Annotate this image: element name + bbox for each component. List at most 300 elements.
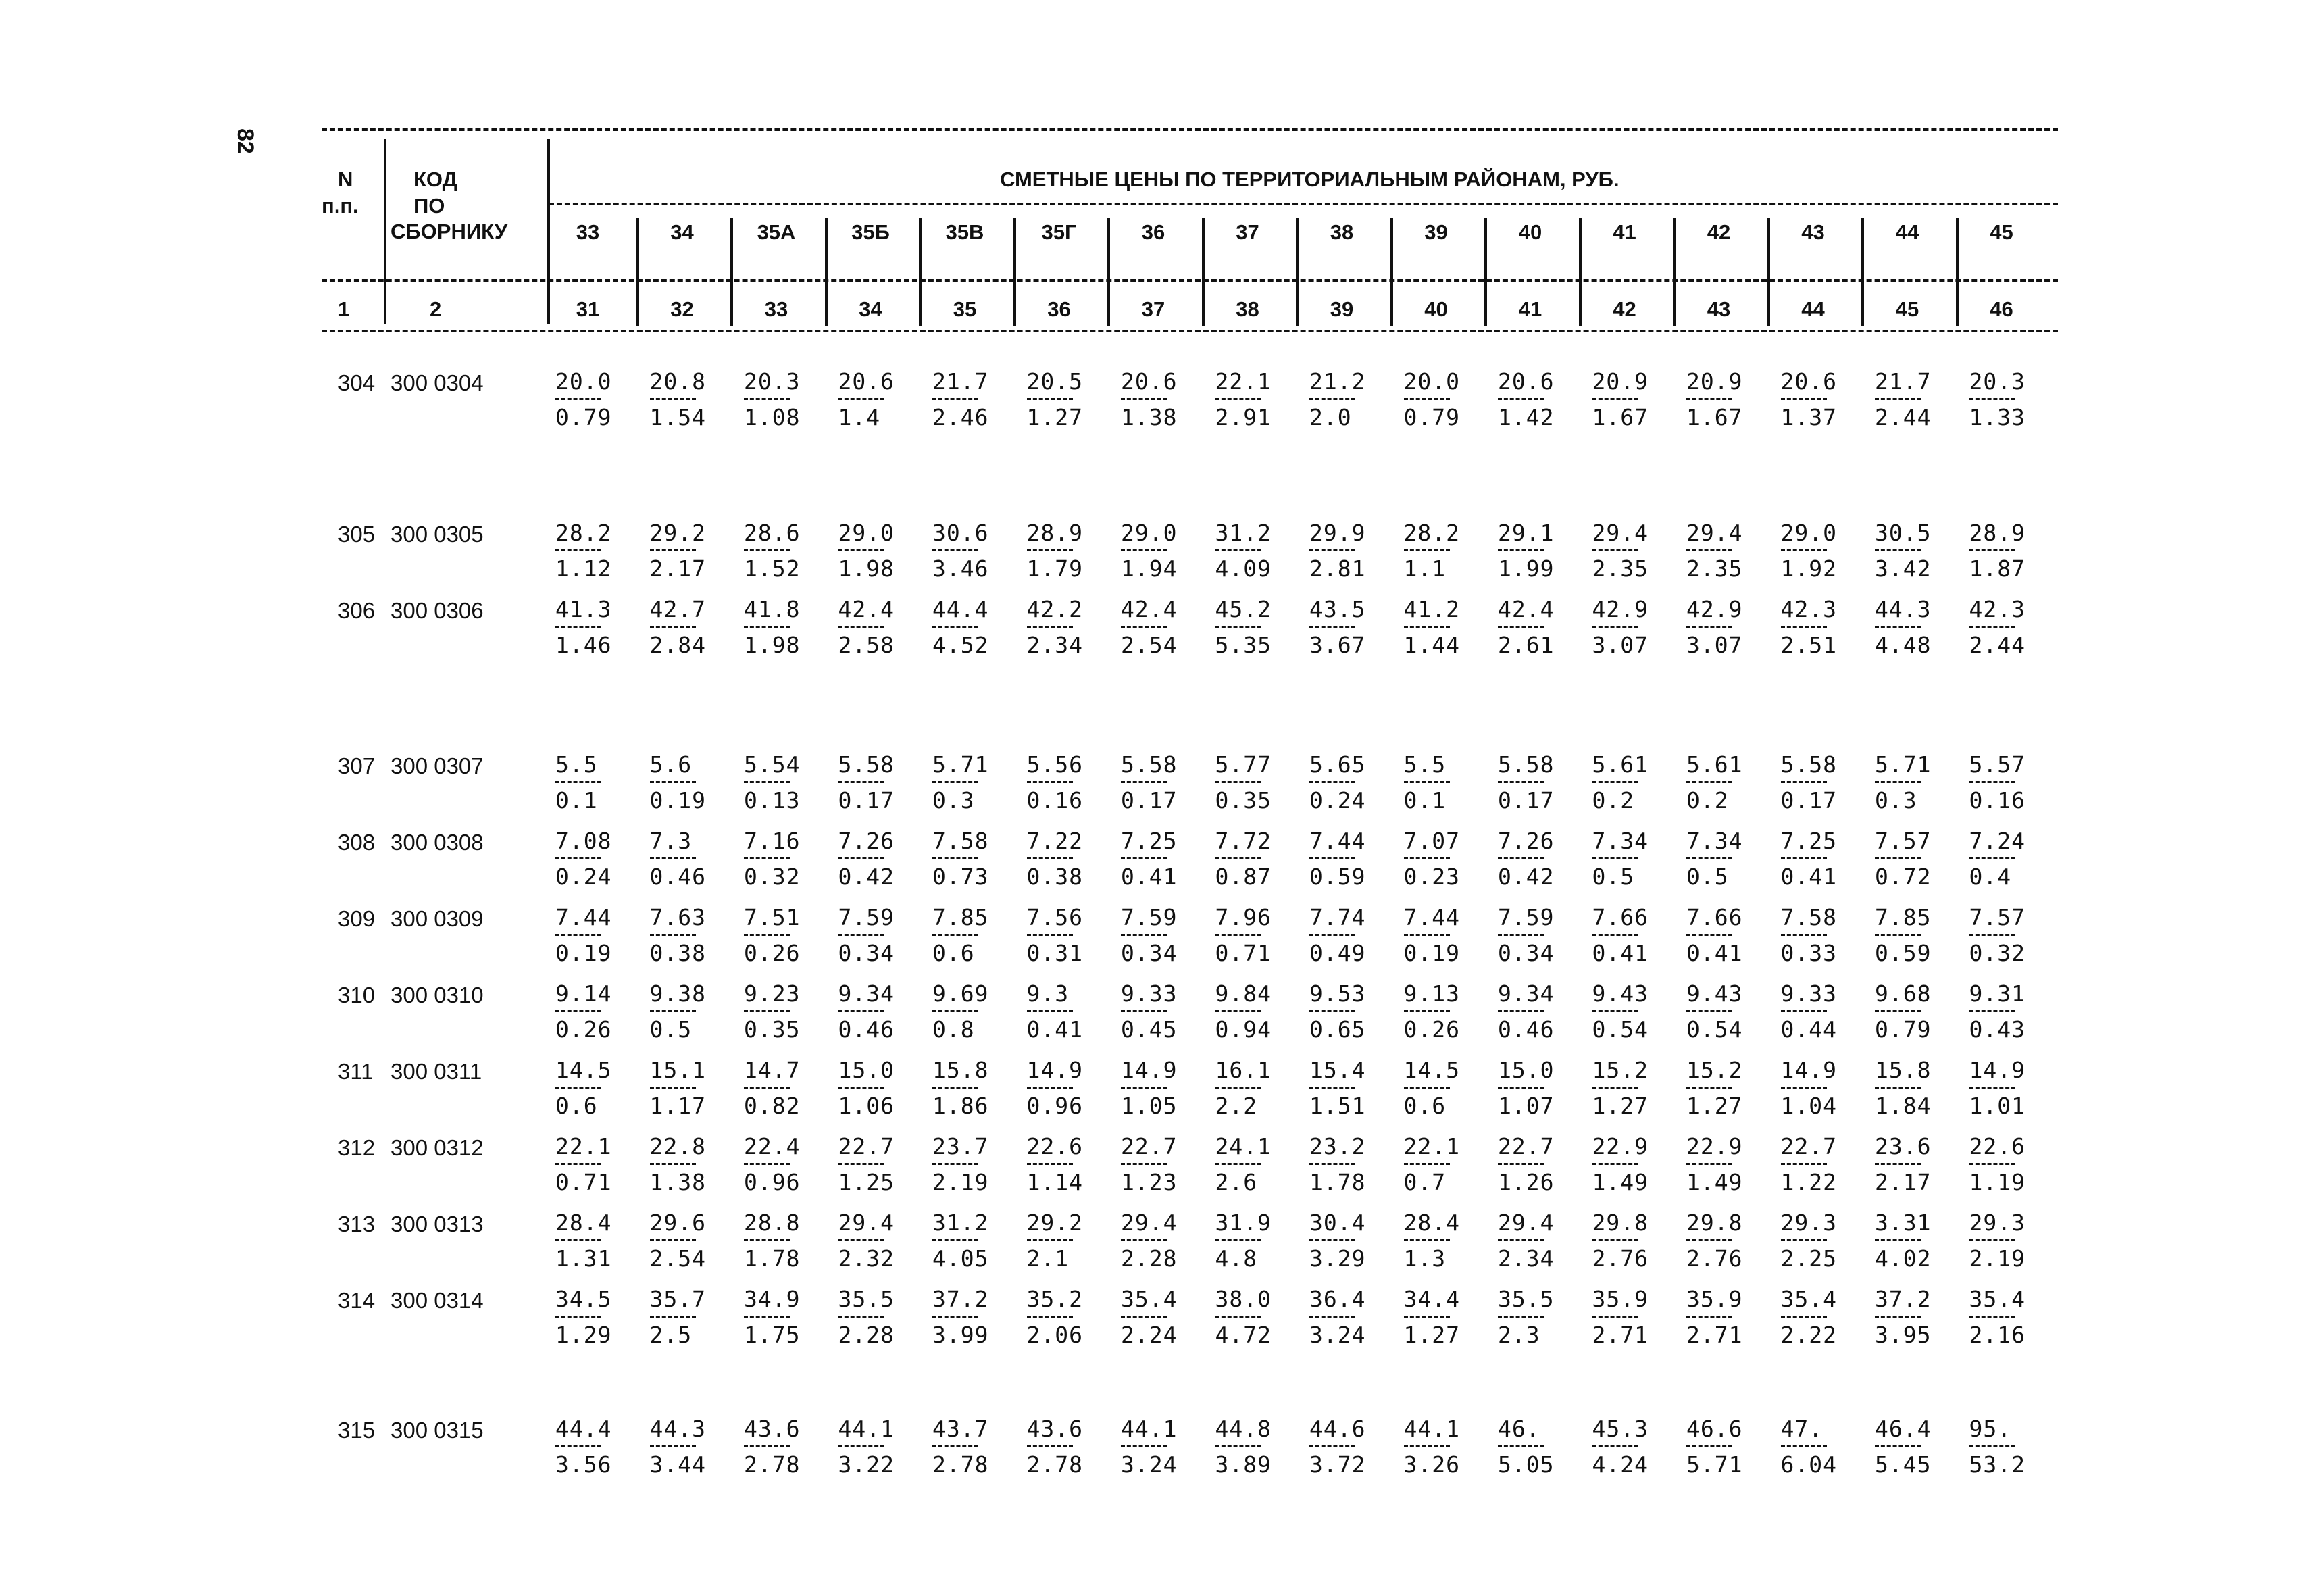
price-cell (1781, 522, 1862, 580)
fraction-line (838, 1010, 884, 1012)
fraction-line (932, 1087, 978, 1089)
fraction-line (1592, 1087, 1638, 1089)
component-value: 5.35 (1215, 632, 1272, 658)
district-code-header: 38 (1330, 220, 1354, 244)
component-value: 2.71 (1592, 1322, 1649, 1348)
fraction-line (1404, 549, 1450, 551)
component-value: 3.89 (1215, 1451, 1272, 1478)
price-cell (1027, 370, 1108, 429)
component-value: 0.32 (1969, 940, 2026, 966)
price-value: 44.3 (1875, 596, 1932, 622)
column-divider (1861, 218, 1864, 326)
price-cell (932, 830, 1013, 889)
price-value: 28.8 (744, 1210, 801, 1236)
price-value: 22.7 (1121, 1133, 1178, 1159)
fraction-line (650, 781, 696, 783)
component-value: 0.5 (1686, 864, 1729, 890)
component-value: 1.99 (1498, 555, 1555, 582)
price-value: 31.2 (932, 1210, 989, 1236)
price-cell (744, 753, 825, 812)
fraction-line (1027, 1163, 1073, 1165)
price-value: 15.2 (1686, 1057, 1743, 1083)
price-cell (838, 1212, 920, 1270)
fraction-line (1686, 934, 1732, 936)
price-cell (1309, 1288, 1390, 1347)
page-number: 82 (232, 128, 258, 154)
row-label: 309 (338, 906, 376, 931)
fraction-line (1781, 549, 1827, 551)
fraction-line (932, 934, 978, 936)
row-code: 300 0307 (391, 753, 484, 778)
price-value: 35.4 (1969, 1286, 2026, 1312)
price-value: 38.0 (1215, 1286, 1272, 1312)
price-cell (555, 753, 636, 812)
row-code: 300 0309 (391, 906, 484, 931)
column-number-header: 33 (764, 297, 788, 321)
fraction-line (1592, 934, 1638, 936)
price-value: 30.6 (932, 520, 989, 546)
row-label: 304 (338, 370, 376, 395)
component-value: 0.5 (649, 1016, 693, 1043)
price-value: 9.13 (1403, 980, 1460, 1007)
price-cell (1781, 1418, 1862, 1476)
price-cell (744, 1418, 825, 1476)
fraction-line (1969, 549, 2015, 551)
price-value: 44.1 (1403, 1416, 1460, 1442)
fraction-line (555, 857, 601, 859)
component-value: 0.17 (1498, 787, 1555, 814)
price-cell (1498, 1212, 1579, 1270)
price-value: 42.3 (1780, 596, 1837, 622)
price-value: 44.8 (1215, 1416, 1272, 1442)
price-value: 7.22 (1026, 828, 1083, 854)
price-value: 14.7 (744, 1057, 801, 1083)
column-number-header: 31 (576, 297, 600, 321)
price-value: 7.59 (1498, 904, 1555, 930)
component-value: 0.96 (744, 1169, 801, 1195)
district-code-header: 43 (1801, 220, 1825, 244)
price-value: 34.5 (555, 1286, 612, 1312)
fraction-line (1686, 1316, 1732, 1318)
price-cell (1875, 1059, 1956, 1118)
price-cell (1121, 906, 1202, 965)
header-kod: КОД (413, 168, 457, 191)
component-value: 1.14 (1026, 1169, 1083, 1195)
price-value: 29.0 (1780, 520, 1837, 546)
price-value: 5.71 (932, 751, 989, 778)
fraction-line (1592, 1163, 1638, 1165)
row-label: 305 (338, 522, 376, 547)
price-cell (744, 830, 825, 889)
component-value: 1.33 (1969, 404, 2026, 430)
fraction-line (1781, 1010, 1827, 1012)
fraction-line (932, 1010, 978, 1012)
component-value: 2.71 (1686, 1322, 1743, 1348)
component-value: 0.26 (1403, 1016, 1460, 1043)
component-value: 0.24 (555, 864, 612, 890)
price-value: 20.9 (1592, 368, 1649, 395)
price-value: 9.23 (744, 980, 801, 1007)
price-cell (1969, 598, 2051, 657)
fraction-line (1404, 1087, 1450, 1089)
price-value: 15.0 (838, 1057, 895, 1083)
price-cell (1498, 1135, 1579, 1194)
price-cell (1498, 830, 1579, 889)
price-cell (1875, 753, 1956, 812)
component-value: 2.81 (1309, 555, 1366, 582)
price-value: 14.5 (1403, 1057, 1460, 1083)
price-cell (1404, 598, 1485, 657)
component-value: 0.17 (1121, 787, 1178, 814)
fraction-line (555, 626, 601, 628)
price-cell (1215, 598, 1297, 657)
fraction-line (1781, 934, 1827, 936)
price-value: 20.3 (744, 368, 801, 395)
price-value: 30.4 (1309, 1210, 1366, 1236)
price-cell (1121, 1135, 1202, 1194)
price-value: 35.9 (1592, 1286, 1649, 1312)
fraction-line (932, 1316, 978, 1318)
fraction-line (1875, 1087, 1921, 1089)
price-value: 46.4 (1875, 1416, 1932, 1442)
price-value: 35.5 (1498, 1286, 1555, 1312)
price-value: 9.33 (1121, 980, 1178, 1007)
price-cell (555, 1212, 636, 1270)
fraction-line (932, 626, 978, 628)
price-cell (1592, 1212, 1674, 1270)
price-value: 7.34 (1686, 828, 1743, 854)
price-cell (1781, 1135, 1862, 1194)
district-code-header: 33 (576, 220, 600, 244)
component-value: 1.06 (838, 1093, 895, 1119)
price-cell (1121, 1212, 1202, 1270)
component-value: 2.24 (1121, 1322, 1178, 1348)
fraction-line (1875, 857, 1921, 859)
price-value: 35.9 (1686, 1286, 1743, 1312)
component-value: 3.56 (555, 1451, 612, 1478)
component-value: 0.71 (555, 1169, 612, 1195)
price-cell (1686, 906, 1767, 965)
price-cell (1498, 1059, 1579, 1118)
price-cell (838, 370, 920, 429)
fraction-line (1404, 398, 1450, 400)
component-value: 2.28 (1121, 1245, 1178, 1272)
price-value: 5.5 (555, 751, 598, 778)
price-cell (1215, 906, 1297, 965)
fraction-line (1875, 1445, 1921, 1447)
fraction-line (1969, 626, 2015, 628)
component-value: 1.94 (1121, 555, 1178, 582)
price-cell (1309, 1212, 1390, 1270)
price-value: 44.1 (1121, 1416, 1178, 1442)
component-value: 2.2 (1215, 1093, 1258, 1119)
price-value: 44.6 (1309, 1416, 1366, 1442)
fraction-line (1215, 857, 1261, 859)
fraction-line (932, 781, 978, 783)
price-value: 28.9 (1026, 520, 1083, 546)
component-value: 0.59 (1309, 864, 1366, 890)
price-value: 7.3 (649, 828, 693, 854)
component-value: 1.04 (1780, 1093, 1837, 1119)
price-cell (1875, 1135, 1956, 1194)
fraction-line (555, 781, 601, 783)
component-value: 1.01 (1969, 1093, 2026, 1119)
price-cell (1404, 1135, 1485, 1194)
price-value: 44.4 (555, 1416, 612, 1442)
price-value: 9.3 (1026, 980, 1070, 1007)
price-value: 29.4 (1121, 1210, 1178, 1236)
fraction-line (650, 1010, 696, 1012)
fraction-line (1309, 549, 1355, 551)
price-cell (1404, 830, 1485, 889)
fraction-line (1592, 857, 1638, 859)
price-cell (1592, 753, 1674, 812)
price-value: 22.4 (744, 1133, 801, 1159)
price-cell (1969, 982, 2051, 1041)
component-value: 2.25 (1780, 1245, 1837, 1272)
fraction-line (1215, 1010, 1261, 1012)
price-value: 5.61 (1686, 751, 1743, 778)
price-cell (1781, 982, 1862, 1041)
component-value: 1.27 (1403, 1322, 1460, 1348)
row-code: 300 0315 (391, 1418, 484, 1443)
fraction-line (1875, 934, 1921, 936)
component-value: 0.16 (1969, 787, 2026, 814)
price-cell (1404, 1288, 1485, 1347)
component-value: 0.6 (555, 1093, 598, 1119)
header-sborniku: СБОРНИКУ (391, 220, 508, 243)
price-cell (650, 1135, 731, 1194)
component-value: 0.6 (1403, 1093, 1447, 1119)
fraction-line (932, 1239, 978, 1241)
component-value: 1.22 (1780, 1169, 1837, 1195)
component-value: 2.54 (649, 1245, 706, 1272)
price-cell (932, 1059, 1013, 1118)
price-value: 42.4 (838, 596, 895, 622)
fraction-line (1215, 1163, 1261, 1165)
component-value: 1.26 (1498, 1169, 1555, 1195)
price-cell (1498, 1418, 1579, 1476)
component-value: 2.22 (1780, 1322, 1837, 1348)
price-cell (650, 753, 731, 812)
fraction-line (1121, 1239, 1167, 1241)
fraction-line (744, 549, 790, 551)
fraction-line (1969, 398, 2015, 400)
fraction-line (1969, 1163, 2015, 1165)
component-value: 0.7 (1403, 1169, 1447, 1195)
price-value: 22.6 (1026, 1133, 1083, 1159)
price-value: 9.34 (1498, 980, 1555, 1007)
fraction-line (1781, 781, 1827, 783)
price-value: 23.7 (932, 1133, 989, 1159)
fraction-line (1027, 626, 1073, 628)
component-value: 1.12 (555, 555, 612, 582)
price-cell (1686, 1212, 1767, 1270)
component-value: 1.84 (1875, 1093, 1932, 1119)
column-divider (1107, 218, 1110, 326)
fraction-line (1309, 1239, 1355, 1241)
price-value: 20.0 (1403, 368, 1460, 395)
fraction-line (1121, 934, 1167, 936)
price-cell (555, 830, 636, 889)
price-value: 35.4 (1780, 1286, 1837, 1312)
price-value: 41.3 (555, 596, 612, 622)
district-code-header: 44 (1895, 220, 1919, 244)
component-value: 1.42 (1498, 404, 1555, 430)
price-cell (838, 1418, 920, 1476)
fraction-line (838, 781, 884, 783)
fraction-line (1592, 781, 1638, 783)
fraction-line (1027, 398, 1073, 400)
price-value: 31.9 (1215, 1210, 1272, 1236)
price-value: 44.3 (649, 1416, 706, 1442)
price-cell (744, 906, 825, 965)
price-cell (838, 830, 920, 889)
fraction-line (1498, 1316, 1544, 1318)
fraction-line (1309, 1087, 1355, 1089)
price-value: 7.59 (1121, 904, 1178, 930)
header-colnum-2: 2 (430, 297, 442, 321)
column-number-header: 39 (1330, 297, 1354, 321)
component-value: 3.67 (1309, 632, 1366, 658)
price-cell (838, 753, 920, 812)
price-value: 29.2 (649, 520, 706, 546)
price-cell (838, 522, 920, 580)
price-cell (1027, 906, 1108, 965)
price-value: 5.58 (1780, 751, 1837, 778)
price-cell (1215, 1059, 1297, 1118)
component-value: 4.72 (1215, 1322, 1272, 1348)
price-cell (650, 1418, 731, 1476)
price-cell (650, 598, 731, 657)
fraction-line (1686, 398, 1732, 400)
price-cell (932, 598, 1013, 657)
price-value: 9.84 (1215, 980, 1272, 1007)
component-value: 3.42 (1875, 555, 1932, 582)
price-cell (1592, 522, 1674, 580)
fraction-line (1215, 1239, 1261, 1241)
component-value: 1.51 (1309, 1093, 1366, 1119)
fraction-line (1215, 626, 1261, 628)
header-colnum-1: 1 (338, 297, 350, 321)
district-code-header: 35А (757, 220, 796, 244)
component-value: 3.99 (932, 1322, 989, 1348)
price-value: 28.9 (1969, 520, 2026, 546)
component-value: 2.28 (838, 1322, 895, 1348)
component-value: 5.45 (1875, 1451, 1932, 1478)
price-cell (1027, 1418, 1108, 1476)
fraction-line (1498, 1239, 1544, 1241)
price-value: 22.1 (1215, 368, 1272, 395)
district-code-header: 35Г (1041, 220, 1077, 244)
row-label: 310 (338, 982, 376, 1007)
price-value: 35.7 (649, 1286, 706, 1312)
component-value: 1.27 (1026, 404, 1083, 430)
component-value: 1.29 (555, 1322, 612, 1348)
price-value: 23.2 (1309, 1133, 1366, 1159)
fraction-line (1027, 1087, 1073, 1089)
district-code-header: 42 (1707, 220, 1731, 244)
column-number-header: 36 (1047, 297, 1071, 321)
price-value: 14.9 (1121, 1057, 1178, 1083)
fraction-line (1404, 1010, 1450, 1012)
price-cell (744, 1212, 825, 1270)
price-cell (1686, 830, 1767, 889)
fraction-line (838, 1087, 884, 1089)
price-cell (1309, 753, 1390, 812)
component-value: 1.52 (744, 555, 801, 582)
price-cell (1969, 1135, 2051, 1194)
price-cell (1592, 370, 1674, 429)
column-divider (1390, 218, 1393, 326)
fraction-line (555, 934, 601, 936)
component-value: 1.05 (1121, 1093, 1178, 1119)
fraction-line (744, 1010, 790, 1012)
price-value: 29.9 (1309, 520, 1366, 546)
column-divider (1956, 218, 1959, 326)
fraction-line (1121, 1316, 1167, 1318)
price-value: 9.14 (555, 980, 612, 1007)
price-value: 5.5 (1403, 751, 1447, 778)
component-value: 1.37 (1780, 404, 1837, 430)
fraction-line (1686, 1163, 1732, 1165)
price-cell (838, 1288, 920, 1347)
component-value: 2.3 (1498, 1322, 1540, 1348)
component-value: 5.71 (1686, 1451, 1743, 1478)
price-value: 37.2 (1875, 1286, 1932, 1312)
price-value: 29.3 (1969, 1210, 2026, 1236)
component-value: 2.84 (649, 632, 706, 658)
price-value: 3.31 (1875, 1210, 1932, 1236)
price-cell (1309, 830, 1390, 889)
fraction-line (1027, 1445, 1073, 1447)
component-value: 2.34 (1498, 1245, 1555, 1272)
fraction-line (838, 1239, 884, 1241)
fraction-line (555, 1445, 601, 1447)
fraction-line (1969, 781, 2015, 783)
price-cell (1781, 1288, 1862, 1347)
component-value: 1.98 (744, 632, 801, 658)
fraction-line (1027, 781, 1073, 783)
price-value: 44.1 (838, 1416, 895, 1442)
price-value: 20.5 (1026, 368, 1083, 395)
price-cell (1875, 1212, 1956, 1270)
price-value: 5.54 (744, 751, 801, 778)
fraction-line (555, 1163, 601, 1165)
price-value: 29.2 (1026, 1210, 1083, 1236)
component-value: 1.08 (744, 404, 801, 430)
price-value: 7.51 (744, 904, 801, 930)
fraction-line (650, 398, 696, 400)
price-cell (1121, 830, 1202, 889)
price-cell (1781, 370, 1862, 429)
price-value: 29.3 (1780, 1210, 1837, 1236)
price-cell (744, 1135, 825, 1194)
price-value: 5.58 (1498, 751, 1555, 778)
price-value: 20.6 (838, 368, 895, 395)
price-value: 29.4 (838, 1210, 895, 1236)
price-value: 20.6 (1121, 368, 1178, 395)
price-value: 28.2 (555, 520, 612, 546)
column-divider (919, 218, 922, 326)
price-cell (1215, 522, 1297, 580)
price-cell (1592, 982, 1674, 1041)
fraction-line (1498, 1163, 1544, 1165)
fraction-line (1592, 626, 1638, 628)
fraction-line (744, 934, 790, 936)
fraction-line (1686, 1087, 1732, 1089)
price-cell (1027, 982, 1108, 1041)
